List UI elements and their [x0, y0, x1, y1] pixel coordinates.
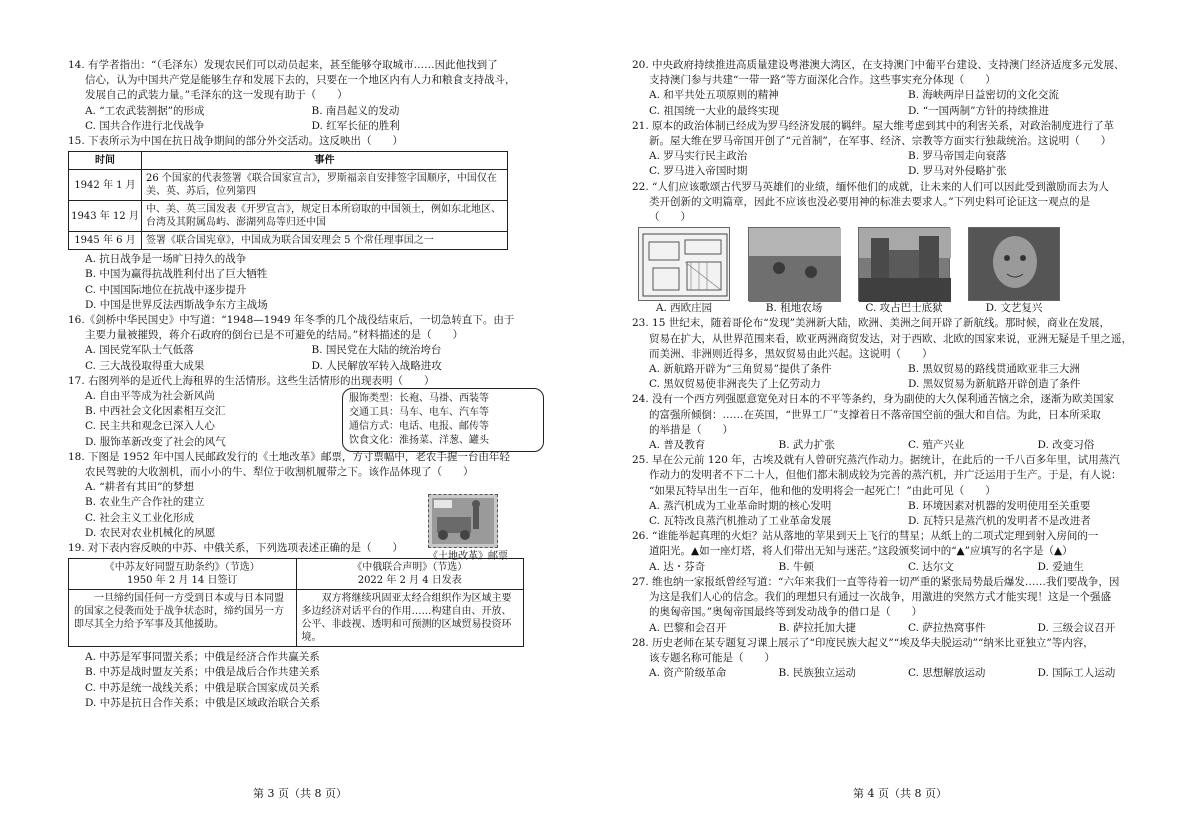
- page-4: [600, 0, 1200, 828]
- question-text: 16.《剑桥中华民国史》中写道：“1948—1949 年冬季的几个战役结束后，一切急转直下。由于: [68, 314, 515, 327]
- options: [68, 252, 538, 313]
- question-text: 道阳光。▲如一座灯塔，将人们带出无知与迷茫。”这段颁奖词中的“▲”应填写的名字是（▲）: [649, 545, 1073, 558]
- option-a: A. 和平共处五项原则的精神: [649, 89, 779, 102]
- left-date: 1950 年 2 月 14 日签订: [127, 575, 238, 587]
- option-d: D. 国际工人运动: [1037, 667, 1116, 680]
- table-header: 事件: [142, 152, 508, 170]
- left-title: 《中苏友好同盟互助条约》（节选）: [104, 562, 260, 574]
- options: [632, 621, 1167, 636]
- page-3-column: [68, 58, 538, 711]
- option-b: B. 中苏是战时盟友关系；中俄是战后合作共建关系: [85, 666, 320, 679]
- option-d: D. 爱迪生: [1037, 560, 1084, 573]
- option-c-figure: [858, 227, 950, 316]
- option-d: D. 红军长征的胜利: [311, 119, 400, 132]
- question-text: 主要力量被摧毁，蒋介石政府的倒台已是不可避免的结局。”材料描述的是（ ）: [85, 329, 464, 342]
- table-cell-event: 中、美、英三国发表《开罗宣言》，规定日本所窃取的中国领土，例如东北地区、台湾及其附属岛屿、澎湖列岛等归还中国: [142, 201, 508, 232]
- box-line: 饮食文化：淮扬菜、洋葱、罐头: [349, 434, 489, 446]
- option-a: A. 巴黎和会召开: [649, 621, 727, 634]
- table-cell-date: 1943 年 12 月: [69, 201, 142, 232]
- table-row: [69, 170, 508, 201]
- options: [68, 343, 538, 373]
- box-line: 交通工具：马车、电车、汽车等: [349, 406, 489, 418]
- left-text: 一旦缔约国任何一方受到日本或与日本同盟的国家之侵袭而处于战争状态时，缔约国另一方即尽其全力给予军事及其他援助。: [69, 590, 297, 647]
- options: [632, 560, 1167, 575]
- table-header: 时间: [69, 152, 142, 170]
- farm-image: [748, 227, 840, 301]
- options: [632, 88, 1167, 118]
- question-20: [632, 58, 1167, 119]
- renaissance-image: [968, 227, 1060, 301]
- question-text: 26. “谁能举起真理的火炬？站从落地的苹果到天上飞行的彗星；从纸上的二项式定理到射入房间的一: [632, 530, 1099, 543]
- question-23: [632, 316, 1167, 392]
- options: [632, 666, 1167, 681]
- option-b: B. 中国为赢得抗战胜利付出了巨大牺牲: [85, 268, 268, 281]
- option-b: B. 武力扩张: [778, 439, 835, 452]
- page-4-column: [632, 58, 1167, 681]
- option-d-caption: D. 文艺复兴: [985, 302, 1043, 315]
- question-16: [68, 313, 538, 374]
- option-b-figure: [748, 227, 840, 316]
- option-b: B. 环境因素对机器的发明使用至关重要: [908, 499, 1091, 512]
- option-d: D. 中苏是抗日合作关系；中俄是区域政治联合关系: [85, 696, 321, 709]
- options: [632, 149, 1167, 179]
- option-a: A. “耕者有其田”的梦想: [85, 481, 194, 494]
- option-a: A. 新航路开辟为“三角贸易”提供了条件: [649, 363, 832, 376]
- options: [68, 650, 538, 711]
- option-c: C. 社会主义工业化形成: [85, 511, 194, 524]
- manor-map-image: [638, 227, 730, 301]
- table-cell-event: 签署《联合国宪章》，中国成为联合国安理会 5 个常任理事国之一: [142, 232, 508, 250]
- right-date: 2022 年 2 月 4 日发表: [357, 575, 462, 587]
- question-28: [632, 636, 1167, 682]
- option-a-figure: [638, 227, 730, 316]
- land-reform-stamp-image: [428, 494, 498, 548]
- option-b: B. 萨拉托加大捷: [778, 621, 856, 634]
- options: [632, 438, 1167, 453]
- question-text: 24. 没有一个西方列强愿意宽免对日本的不平等条约，身为副使的大久保利通苦恼之余，逐渐为欧美国家: [632, 393, 1115, 406]
- question-21: [632, 119, 1167, 180]
- option-b: B. 中西社会文化因素相互交汇: [85, 405, 226, 418]
- option-d: D. 改变习俗: [1037, 439, 1095, 452]
- right-text: 双方将继续巩固亚太经合组织作为区域主要多边经济对话平台的作用……构建自由、开放、公平、非歧视、透明和可预测的区域贸易投资环境。: [296, 590, 524, 647]
- option-c-caption: C. 攻占巴士底狱: [865, 302, 943, 315]
- option-a: A. 抗日战争是一场旷日持久的战争: [85, 253, 247, 266]
- option-d: D. 三级会议召开: [1037, 621, 1116, 634]
- question-text: 的举措是（ ）: [649, 423, 733, 436]
- option-a: A. 资产阶级革命: [649, 667, 727, 680]
- stamp-caption: 《土地改革》邮票: [428, 550, 508, 562]
- page-footer: 第 3 页（共 8 页）: [253, 787, 347, 800]
- option-a: A. 蒸汽机成为工业革命时期的核心发明: [649, 499, 832, 512]
- option-c: C. 三大战役取得重大成果: [85, 359, 205, 372]
- option-d: D. 中国是世界反法西斯战争东方主战场: [85, 298, 268, 311]
- option-b: B. 民族独立运动: [778, 667, 856, 680]
- question-text: 为这是我们人心的信念。我们的理想只有通过一次战争，用激进的突然方式才能实现！这是一个强盛: [649, 591, 1111, 604]
- options: [632, 362, 1167, 392]
- question-text: 新。屋大维在罗马帝国开创了“元首制”，在军事、经济、宗教等方面实行独裁统治。这说明（ ）: [649, 135, 1112, 148]
- box-line: 通信方式：电话、电报、邮传等: [349, 420, 489, 432]
- question-text: 28. 历史老师在某专题复习课上展示了“印度民族大起义”“埃及华夫脱运动”“纳米比亚独立”等内容，: [632, 636, 1094, 649]
- option-b: B. 农业生产合作社的建立: [85, 496, 205, 509]
- option-d-figure: [968, 227, 1060, 316]
- option-a: A. 自由平等成为社会新风尚: [85, 390, 215, 403]
- option-c: C. 国共合作进行北伐战争: [85, 119, 205, 132]
- option-b: B. 国民党在大陆的统治垮台: [311, 344, 442, 357]
- question-text: 15. 下表所示为中国在抗日战争期间的部分外交活动。这反映出（ ）: [68, 135, 404, 148]
- option-c: C. 民主共和观念已深入人心: [85, 420, 215, 433]
- treaty-table: [68, 558, 524, 647]
- question-text: 18. 下图是 1952 年中国人民邮政发行的《土地改革》邮票，方寸票幅中，老农手握一台由年轻: [68, 450, 510, 463]
- option-c: C. 达尔文: [908, 560, 954, 573]
- question-text: 的富强所倾倒：……在英国，“世界工厂”支撑着日不落帝国空前的强大和自信。为此，日本所采取: [649, 408, 1101, 421]
- question-text: 该专题名称可能是（ ）: [649, 651, 775, 664]
- option-a: A. 达・芬奇: [649, 560, 706, 573]
- option-a: A. 普及教育: [649, 439, 706, 452]
- question-17: [68, 374, 538, 450]
- question-text: 20. 中央政府持续推进高质量建设粤港澳大湾区，在支持澳门中葡平台建设、支持澳门经济适度多元发展、: [632, 59, 1125, 71]
- option-c: C. 瓦特改良蒸汽机推动了工业革命发展: [649, 515, 832, 528]
- option-d: D. 黑奴贸易为新航路开辟创造了条件: [908, 378, 1081, 391]
- question-text: 而美洲、非洲则近得多，黑奴贸易由此兴起。这说明（ ）: [649, 347, 933, 360]
- option-b: B. 罗马帝国走向衰落: [908, 150, 1007, 163]
- question-15: [68, 134, 538, 313]
- option-a: A. 罗马实行民主政治: [649, 150, 748, 163]
- question-26: [632, 529, 1167, 575]
- question-25: [632, 453, 1167, 529]
- question-text: 作动力的发明者不下二十人，但他们都未制成较为完善的蒸汽机，并广泛运用于生产。于是，有人说：: [649, 469, 1122, 482]
- option-d: D. 罗马对外侵略扩张: [908, 165, 1007, 178]
- option-b: B. 黑奴贸易的路线贯通欧亚非三大洲: [908, 363, 1080, 376]
- question-text: 23. 15 世纪末，随着哥伦布“发现”美洲新大陆，欧洲、美洲之间开辟了新航线。那时候，商业在发展，: [632, 317, 1110, 330]
- table-cell-date: 1942 年 1 月: [69, 170, 142, 201]
- question-19: [68, 541, 538, 711]
- question-text: 发展自己的武装力量。”毛泽东的这一发现有助于（ ）: [85, 89, 348, 102]
- option-a-caption: A. 西欧庄园: [655, 302, 713, 315]
- question-text: 贸易在扩大，从世界范围来看，欧亚两洲商贸发达，对于西欧、北欧的国家来说，亚洲无疑是千里之遥，: [649, 332, 1132, 345]
- bastille-image: [858, 227, 950, 301]
- question-text: 类开创新的文明篇章，因此不应该也没必要用神的标准去要求人。”下列史料可论证这一观点的是: [649, 195, 1091, 208]
- option-b-caption: B. 租地农场: [765, 302, 823, 315]
- option-c: C. 殖产兴业: [908, 439, 965, 452]
- page-footer: 第 4 页（共 8 页）: [853, 787, 947, 800]
- question-text: （ ）: [649, 211, 691, 224]
- question-22: [632, 180, 1167, 317]
- table-row: [69, 232, 508, 250]
- question-text: 27. 维也纳一家报纸曾经写道：“六年来我们一直等待着一切严重的紧张局势最后爆发……我们要战争，因: [632, 575, 1120, 588]
- option-a: A. 国民党军队士气低落: [85, 344, 194, 357]
- table-cell-date: 1945 年 6 月: [69, 232, 142, 250]
- option-b: B. 海峡两岸日益密切的文化交流: [908, 89, 1059, 102]
- question-24: [632, 392, 1167, 453]
- option-c: C. 中国国际地位在抗战中逐步提升: [85, 283, 247, 296]
- option-d: D. 服饰革新改变了社会的风气: [85, 435, 226, 448]
- option-d: D. 农民对农业机械化的夙愿: [85, 526, 216, 539]
- question-text: 信心，认为中国共产党是能够生存和发展下去的，只要在一个地区内有人力和粮食支持战斗，: [85, 74, 516, 87]
- question-text: 支持澳门参与共建“一带一路”等方面深化合作。这些事实充分体现（ ）: [649, 74, 996, 87]
- table-cell-event: 26 个国家的代表签署《联合国家宣言》，罗斯福亲自安排签字国顺序，中国仅在美、英、苏后，位列第四: [142, 170, 508, 201]
- option-c: C. 黑奴贸易使非洲丧失了上亿劳动力: [649, 378, 821, 391]
- question-text: 14. 有学者指出：“（毛泽东）发现农民们可以动员起来，甚至能够夺取城市……因此他找到了: [68, 59, 498, 71]
- question-14: [68, 58, 538, 134]
- option-a: A. 中苏是军事同盟关系；中俄是经济合作共赢关系: [85, 651, 320, 664]
- option-a: A. “工农武装割据”的形成: [85, 104, 205, 117]
- options: [68, 104, 538, 134]
- shanghai-life-box: [342, 388, 544, 452]
- question-text: 的奥匈帝国。”奥匈帝国最终等到发动战争的借口是（ ）: [649, 606, 923, 619]
- option-c: C. 中苏是统一战线关系；中俄是联合国家成员关系: [85, 681, 320, 694]
- option-d: D. 人民解放军转入战略进攻: [311, 359, 442, 372]
- option-b: B. 牛顿: [778, 560, 814, 573]
- question-text: “如果瓦特早出生一百年，他和他的发明将会一起死亡！”由此可见（ ）: [649, 484, 996, 497]
- table-cell-left-heading: [69, 559, 297, 590]
- table-row: [69, 201, 508, 232]
- option-images: [632, 227, 1167, 316]
- question-text: 农民驾驶的大收割机，而小小的牛、犁位于收割机履带之下。该作品体现了（ ）: [85, 466, 474, 479]
- option-d: D. “一国两制”方针的持续推进: [908, 104, 1049, 117]
- question-text: 19. 对下表内容反映的中苏、中俄关系，下列选项表述正确的是（ ）: [68, 542, 404, 555]
- diplomacy-table: [68, 151, 508, 250]
- option-b: B. 南昌起义的发动: [311, 104, 400, 117]
- question-27: [632, 575, 1167, 636]
- option-c: C. 罗马进入帝国时期: [649, 165, 748, 178]
- option-c: C. 祖国统一大业的最终实现: [649, 104, 779, 117]
- box-line: 服饰类型：长袍、马褂、西装等: [349, 392, 489, 404]
- right-title: 《中俄联合声明》（节选）: [352, 562, 468, 574]
- option-d: D. 瓦特只是蒸汽机的发明者不是改进者: [908, 515, 1091, 528]
- question-text: 25. 早在公元前 120 年，古埃及就有人曾研究蒸汽作动力。据统计，在此后的一千八百多年里，试用蒸汽: [632, 454, 1120, 467]
- question-text: 22. “人们应该歌颂古代罗马英雄们的业绩，缅怀他们的成就，让未来的人们可以因此受到激励而去为人: [632, 180, 1109, 193]
- options: [632, 499, 1167, 529]
- option-c: C. 萨拉热窝事件: [908, 621, 986, 634]
- option-c: C. 思想解放运动: [908, 667, 986, 680]
- question-text: 21. 原本的政治体制已经成为罗马经济发展的羁绊。屋大维考虑到其中的利害关系，对政治制度进行了革: [632, 119, 1115, 132]
- question-text: 17. 右图列举的是近代上海租界的生活情形。这些生活情形的出现表明（ ）: [68, 374, 435, 387]
